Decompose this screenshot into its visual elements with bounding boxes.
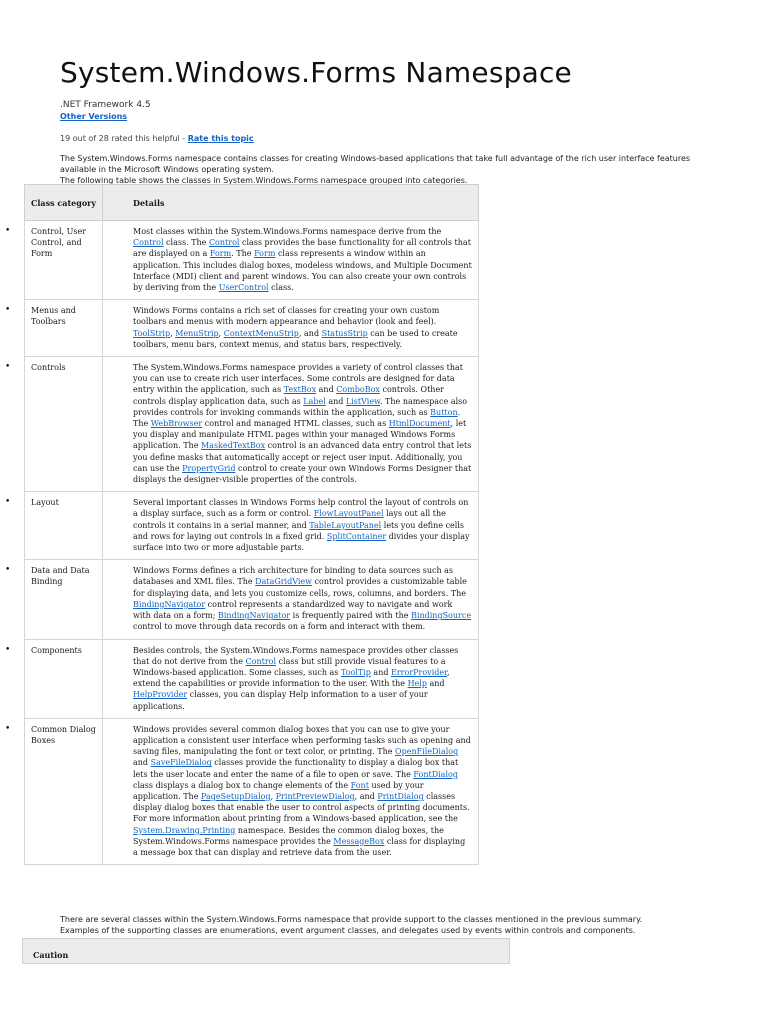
table-row	[25, 300, 479, 357]
rating-line	[60, 134, 254, 143]
bullet-icon: •	[5, 305, 11, 316]
details-cell	[103, 492, 479, 560]
class-link[interactable]: PrintDialog	[377, 791, 424, 801]
category-label: Common Dialog Boxes	[31, 724, 96, 745]
class-link[interactable]: DataGridView	[255, 577, 313, 587]
category-label: Layout	[31, 498, 59, 508]
table-header-row	[25, 185, 479, 221]
rating-text: 19 out of 28 rated this helpful -	[60, 134, 188, 143]
details-text: class. The	[163, 238, 209, 248]
details-cell	[103, 560, 479, 639]
class-link[interactable]: FlowLayoutPanel	[313, 509, 384, 519]
class-link[interactable]: ComboBox	[336, 385, 380, 395]
details-text: and	[325, 396, 346, 406]
details-text: classes provide the functionality to display a dialog box that lets the user locate and enter the name of a file to open or save. The	[133, 758, 459, 779]
details-text: Windows Forms defines a rich architecture for binding to data sources such as databases and XML files. The	[133, 566, 454, 587]
details-text: Besides controls, the System.Windows.Forms namespace provides other classes that do not derive from the	[133, 645, 459, 666]
bullet-icon: •	[5, 644, 11, 655]
details-text: classes, you can display Help information to a user of your applications.	[133, 690, 428, 711]
class-link[interactable]: SaveFileDialog	[150, 758, 212, 768]
class-link[interactable]: ToolStrip	[133, 328, 171, 338]
header-details: Details	[103, 185, 479, 221]
category-label: Control, User Control, and Form	[31, 227, 86, 259]
details-text: and	[426, 679, 445, 689]
details-text: . The	[133, 407, 461, 429]
bullet-icon: •	[5, 723, 11, 734]
details-text: ,	[270, 791, 276, 801]
caution-box	[22, 938, 510, 964]
category-cell	[5, 560, 103, 639]
class-link[interactable]: Help	[407, 679, 427, 689]
framework-version: .NET Framework 4.5	[60, 100, 151, 110]
category-cell	[5, 492, 103, 560]
details-text: Most classes within the System.Windows.Forms namespace derive from the	[133, 227, 442, 236]
bullet-icon: •	[5, 362, 11, 373]
class-link[interactable]: Button	[430, 407, 458, 417]
details-text: classes display dialog boxes that enable the user to control aspects of printing documents. For more information about printing from a Windows-based application, see the	[133, 791, 470, 824]
details-text: is frequently paired with the	[290, 611, 412, 621]
details-text: , and	[354, 791, 378, 801]
details-text: Several important classes in Windows Forms help control the layout of controls on a display surface, such as a form or control.	[133, 498, 469, 519]
details-text: control to move through data records on a form and interact with them.	[133, 622, 426, 632]
class-link[interactable]: BindingNavigator	[217, 611, 291, 621]
category-label: Components	[31, 645, 82, 655]
class-link[interactable]: PageSetupDialog	[200, 791, 271, 801]
details-text: control represents a standardized way to navigate and work with data on a form;	[133, 599, 453, 621]
class-link[interactable]: Control	[208, 238, 240, 248]
class-link[interactable]: HtmlDocument	[388, 419, 451, 429]
class-link[interactable]: StatusStrip	[321, 328, 368, 338]
details-text: , extend the capabilities or provide information to the user. With the	[133, 667, 450, 689]
details-text: class displays a dialog box to change elements of the	[133, 780, 351, 790]
details-text: control provides a customizable table for displaying data, and lets you customize cells, rows, columns, and borders. The	[133, 577, 467, 598]
details-text: lets you define cells and rows for laying out controls in a fixed grid.	[133, 520, 465, 541]
class-link[interactable]: MessageBox	[333, 836, 385, 846]
details-text: ,	[218, 328, 224, 338]
class-link[interactable]: MenuStrip	[175, 328, 219, 338]
class-link[interactable]: PropertyGrid	[182, 463, 236, 473]
category-label: Menus and Toolbars	[31, 306, 76, 327]
class-link[interactable]: TableLayoutPanel	[309, 520, 382, 530]
details-text: namespace. Besides the common dialog boxes, the System.Windows.Forms namespace provides the	[133, 825, 444, 846]
details-text: , and	[298, 328, 322, 338]
details-text: . The	[231, 249, 255, 259]
class-link[interactable]: TextBox	[283, 385, 317, 395]
header-class-category: Class category	[25, 185, 103, 221]
bullet-icon: •	[5, 497, 11, 508]
class-link[interactable]: ListView	[345, 396, 380, 406]
class-category-table	[5, 184, 479, 865]
class-link[interactable]: OpenFileDialog	[395, 747, 459, 757]
class-link[interactable]: HelpProvider	[133, 690, 188, 700]
details-text: lays out all the controls it contains in a serial manner, and	[133, 509, 446, 530]
details-text: Windows provides several common dialog boxes that you can use to give your application a consistent user interface when performing tasks such as opening and saving files, manipulating the font or text color, or printing. The	[133, 724, 471, 757]
class-link[interactable]: Control	[133, 238, 164, 248]
supporting-classes-text	[60, 914, 720, 936]
details-text: ,	[170, 328, 176, 338]
table-row	[25, 718, 479, 864]
class-link[interactable]: System.Drawing.Printing	[133, 825, 236, 835]
details-text: The System.Windows.Forms namespace provides a variety of control classes that you can use to create rich user interfaces. Some controls are designed for data entry within the application, such as	[133, 363, 463, 395]
class-link[interactable]: BindingNavigator	[133, 599, 206, 609]
class-link[interactable]: ToolTip	[340, 667, 371, 677]
category-cell	[5, 357, 103, 492]
details-text: class for displaying a message box that can display and retrieve data from the user.	[133, 836, 466, 857]
details-cell	[103, 221, 479, 300]
category-cell	[5, 300, 103, 357]
details-text: divides your display surface into two or more adjustable parts.	[133, 531, 470, 553]
class-link[interactable]: WebBrowser	[150, 419, 203, 429]
class-link[interactable]: PrintPreviewDialog	[275, 791, 355, 801]
details-text: Windows Forms contains a rich set of classes for creating your own custom toolbars and menus with modern appearance and behavior (look and feel).	[133, 306, 440, 327]
details-text: class represents a window within an application. This includes dialog boxes, modeless windows, and Multiple Document Interface (MDI) client and parent windows. You can also create your own controls by deriving from the	[133, 249, 472, 293]
category-cell	[5, 639, 103, 718]
details-cell	[103, 718, 479, 864]
class-link[interactable]: SplitContainer	[326, 531, 387, 541]
table-row	[25, 560, 479, 639]
details-cell	[103, 357, 479, 492]
category-cell	[5, 718, 103, 864]
category-cell	[5, 221, 103, 300]
details-text: and	[370, 667, 392, 677]
details-text: control is an advanced data entry control that lets you define masks that automatically accept or reject user input. Additionally, you can use the	[133, 441, 472, 473]
intro-paragraph: The System.Windows.Forms namespace contains classes for creating Windows-based applications that take full advantage of the rich user interface features available in the Microsoft Windows operating system.	[60, 154, 691, 174]
class-link[interactable]: UserControl	[218, 283, 269, 293]
class-link[interactable]: Control	[245, 656, 277, 666]
details-text: controls. Other controls display application data, such as	[133, 385, 445, 406]
table-row	[25, 639, 479, 718]
supporting-line-1: There are several classes within the System.Windows.Forms namespace that provide support to the classes mentioned in the previous summary.	[60, 915, 643, 924]
details-text: . The namespace also provides controls for invoking commands within the application, such as	[133, 396, 468, 417]
table-row	[25, 357, 479, 492]
page-title: System.Windows.Forms Namespace	[60, 56, 572, 89]
rate-topic-link[interactable]: Rate this topic	[187, 134, 254, 143]
table-row	[25, 492, 479, 560]
category-label: Data and Data Binding	[31, 566, 90, 587]
intro-text	[60, 153, 700, 186]
other-versions-link[interactable]: Other Versions	[60, 112, 128, 121]
details-cell	[103, 300, 479, 357]
details-text: class provides the base functionality for all controls that are displayed on a	[133, 238, 471, 259]
class-link[interactable]: MaskedTextBox	[200, 441, 266, 451]
class-link[interactable]: ErrorProvider	[391, 667, 448, 677]
details-text: control and managed HTML classes, such as	[202, 419, 389, 429]
details-text: control to create your own Windows Forms Designer that displays the designer-visible properties of the controls.	[133, 463, 472, 485]
class-link[interactable]: Font	[350, 780, 369, 790]
class-link[interactable]: Label	[303, 396, 326, 406]
class-link[interactable]: Form	[209, 249, 232, 259]
details-text: and	[316, 385, 337, 395]
details-text: , let you display and manipulate HTML pages within your managed Windows Forms application. The	[133, 419, 467, 451]
class-link[interactable]: ContextMenuStrip	[223, 328, 299, 338]
table-body	[5, 221, 479, 865]
details-text: and	[133, 758, 151, 768]
intro-table-note: The following table shows the classes in System.Windows.Forms namespace grouped into categories.	[60, 176, 468, 185]
bullet-icon: •	[5, 565, 11, 576]
details-text: class.	[268, 283, 294, 293]
class-link[interactable]: FontDialog	[413, 769, 458, 779]
class-link[interactable]: Form	[254, 249, 276, 259]
table-row	[25, 221, 479, 300]
bullet-icon: •	[5, 226, 11, 236]
supporting-line-2: Examples of the supporting classes are enumerations, event argument classes, and delegates used by events within controls and components.	[60, 926, 636, 935]
details-text: class but still provide visual features to a Windows-based application. Some classes, such as	[133, 656, 446, 677]
caution-label: Caution	[33, 950, 69, 960]
class-link[interactable]: BindingSource	[411, 611, 472, 621]
details-cell	[103, 639, 479, 718]
details-text: used by your application. The	[133, 780, 424, 801]
category-label: Controls	[31, 363, 66, 373]
details-text: can be used to create toolbars, menu bars, context menus, and status bars, respectively.	[133, 328, 458, 349]
